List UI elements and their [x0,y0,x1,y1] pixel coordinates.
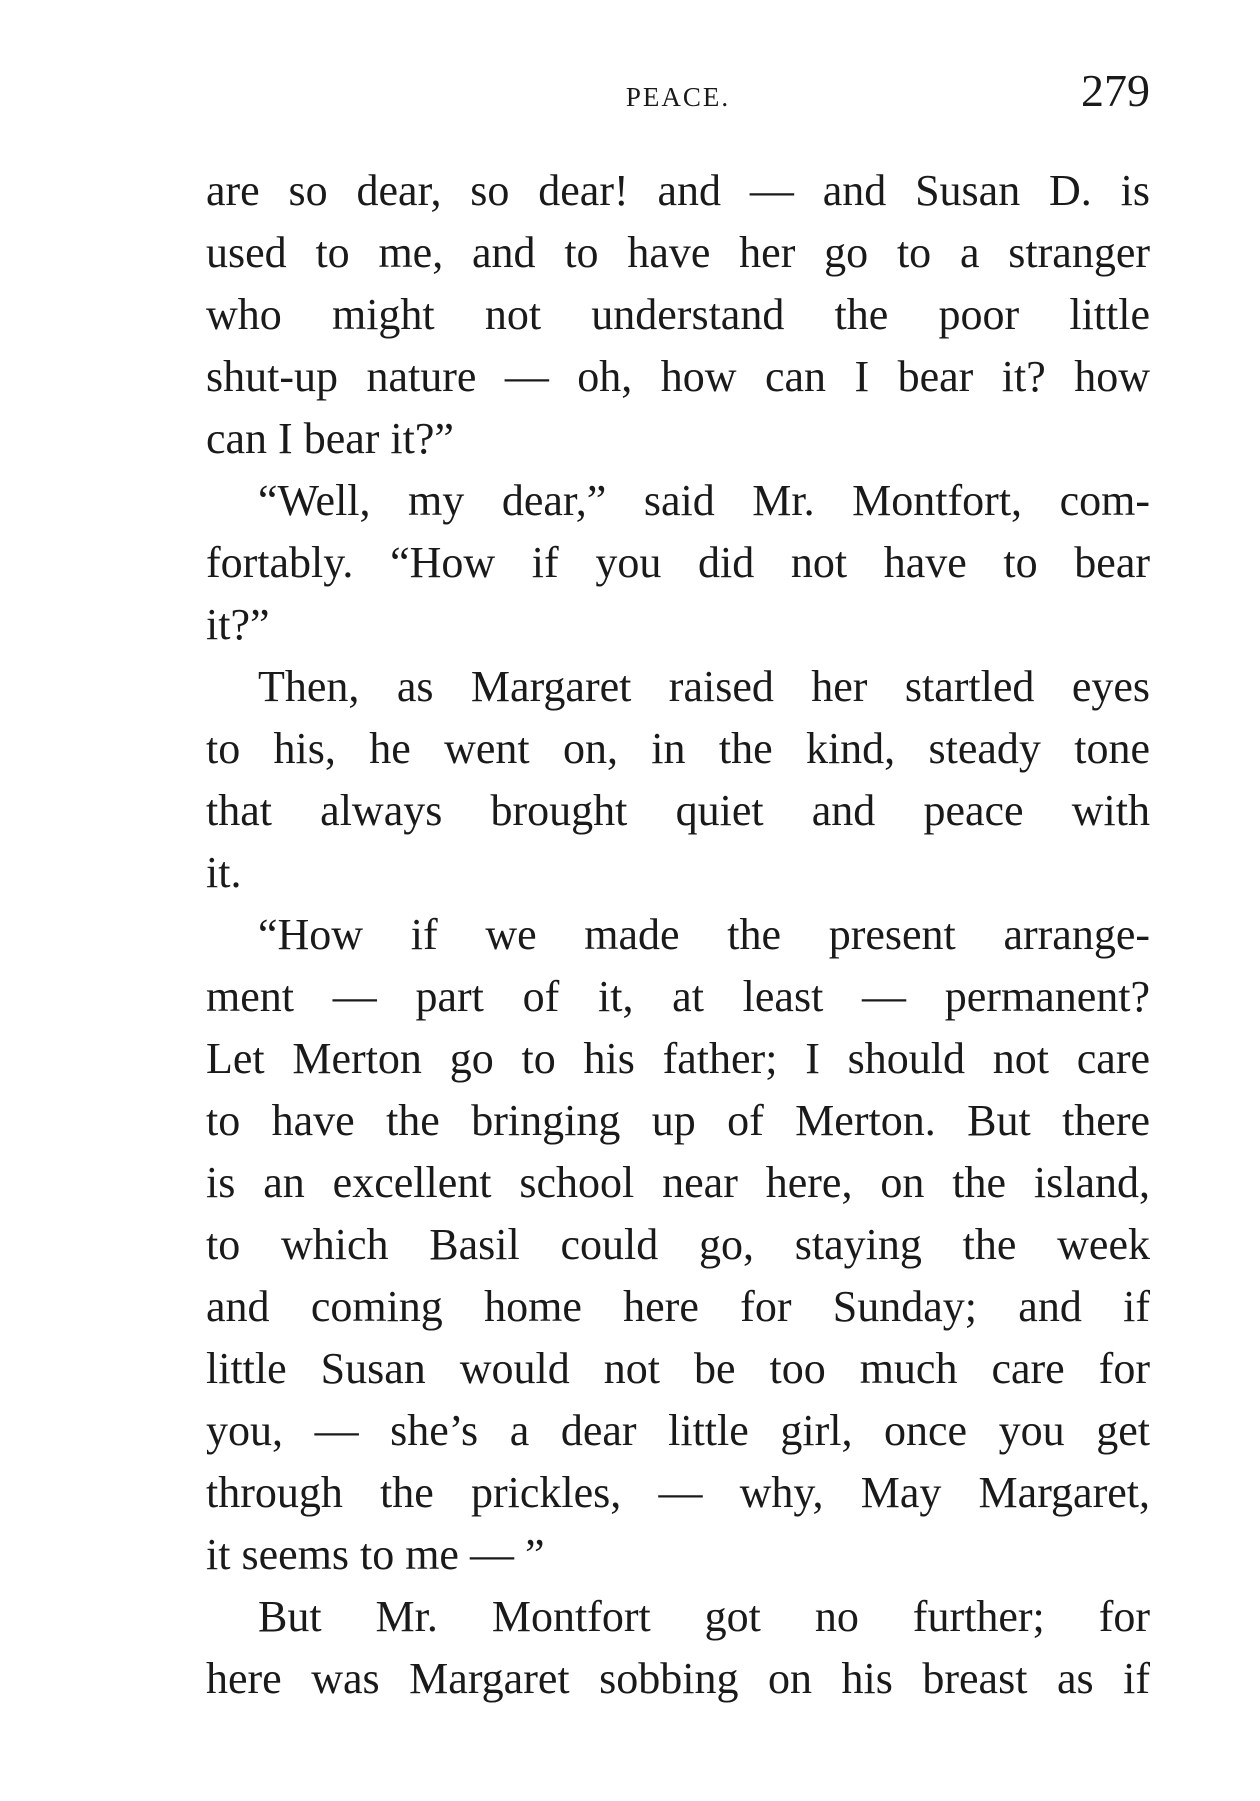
page-number: 279 [1081,65,1150,116]
text-line: it seems to me — ” [206,1530,545,1579]
text-line: that always brought quiet and peace with [206,786,1150,835]
text-line: “How if we made the present arrange- [258,910,1150,959]
running-title: PEACE. [625,82,731,112]
text-line: you, — she’s a dear little girl, once you get [206,1406,1150,1455]
text-line: to which Basil could go, staying the week [206,1220,1150,1269]
text-line: ment — part of it, at least — permanent? [206,972,1150,1021]
text-line: is an excellent school near here, on the island, [206,1158,1150,1207]
text-line: used to me, and to have her go to a stranger [206,228,1150,277]
text-line: to his, he went on, in the kind, steady tone [206,724,1150,773]
text-line: are so dear, so dear! and — and Susan D. is [206,166,1150,215]
text-line: little Susan would not be too much care for [206,1344,1150,1393]
text-line: it?” [206,600,270,649]
text-line: can I bear it?” [206,414,454,463]
text-line: “Well, my dear,” said Mr. Montfort, com- [258,476,1150,525]
text-line: to have the bringing up of Merton. But there [206,1096,1150,1145]
text-line: But Mr. Montfort got no further; for [258,1592,1150,1641]
text-line: Let Merton go to his father; I should not care [206,1034,1150,1083]
text-line: who might not understand the poor little [206,290,1150,339]
body-text [206,160,1150,1710]
text-line: Then, as Margaret raised her startled eyes [258,662,1150,711]
running-head [206,60,1150,130]
text-line: shut-up nature — oh, how can I bear it? how [206,352,1150,401]
text-line: through the prickles, — why, May Margaret, [206,1468,1150,1517]
text-line: here was Margaret sobbing on his breast as if [206,1654,1150,1703]
text-line: fortably. “How if you did not have to bear [206,538,1150,587]
text-line: it. [206,848,242,897]
text-line: and coming home here for Sunday; and if [206,1282,1150,1331]
